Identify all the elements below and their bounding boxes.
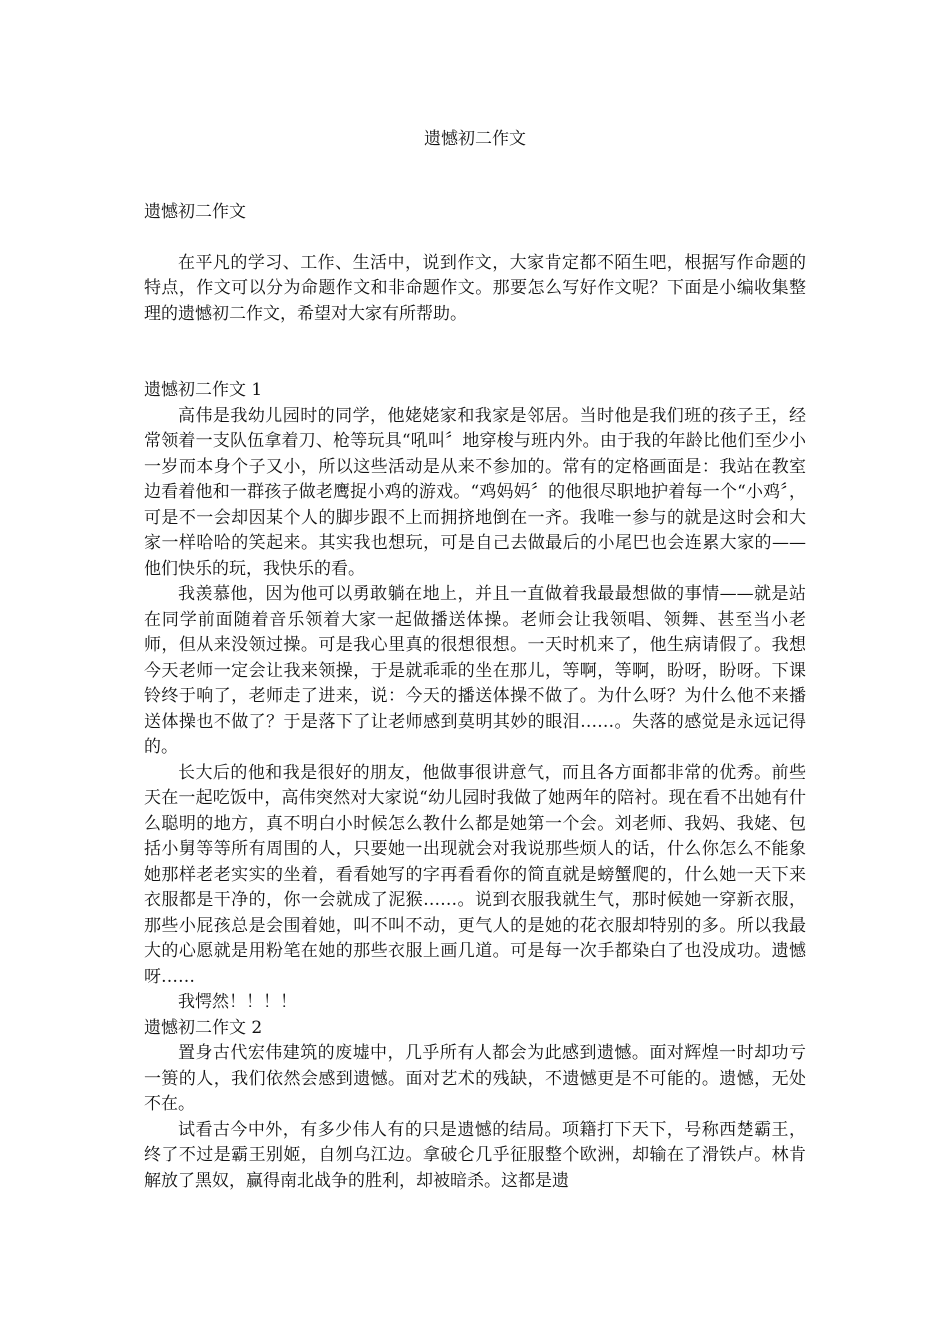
document-title: 遗憾初二作文 [424,129,526,149]
essay-paragraph: 置身古代宏伟建筑的废墟中，几乎所有人都会为此感到遗憾。面对辉煌一时却功亏一篑的人，我们依然会感到遗憾。面对艺术的残缺，不遗憾更是不可能的。遗憾，无处不在。 [144,1043,806,1114]
essay-heading: 遗憾初二作文 2 [144,1017,263,1038]
intro-paragraph: 在平凡的学习、工作、生活中，说到作文，大家肯定都不陌生吧，根据写作命题的特点，作文可以分为命题作文和非命题作文。那要怎么写好作文呢？下面是小编收集整理的遗憾初二作文，希望对大家有所帮助。 [144,252,806,324]
essay-paragraph: 长大后的他和我是很好的朋友，他做事很讲意气，而且各方面都非常的优秀。前些天在一起吃饭中，高伟突然对大家说“幼儿园时我做了她两年的陪衬。现在看不出她有什么聪明的地方，真不明白小时候怎么教什么都是她第一个会。刘老师、我妈、我姥、包括小舅等等所有周围的人，只要她一出现就会对我说那些烦人的话，什么你怎么不能象她那样老老实实的坐着，看看她写的字再看看你的简直就是螃蟹爬的，什么她一天下来衣服都是干净的，你一会就成了泥猴……。说到衣服我就生气，那时候她一穿新衣服，那些小屁孩总是会围着她，叫不叫不动，更气人的是她的花衣服却特别的多。所以我最大的心愿就是用粉笔在她的那些衣服上画几道。可是每一次手都染白了也没成功。遗憾呀…… [144,762,806,987]
essay-paragraph: 我羡慕他，因为他可以勇敢躺在地上，并且一直做着我最最想做的事情——就是站在同学前面随着音乐领着大家一起做播送体操。老师会让我领唱、领舞、甚至当小老师，但从来没领过操。可是我心里真的很想很想。一天时机来了，他生病请假了。我想今天老师一定会让我来领操，于是就乖乖的坐在那儿，等啊，等啊，盼呀，盼呀。下课铃终于响了，老师走了进来，说：今天的播送体操不做了。为什么呀？为什么他不来播送体操也不做了？于是落下了让老师感到莫明其妙的眼泪……。失落的感觉是永远记得的。 [144,584,806,757]
essay-paragraph: 我愕然！！！！ [178,992,297,1012]
essay-heading: 遗憾初二作文 1 [144,380,263,400]
document-subtitle: 遗憾初二作文 [144,202,246,222]
essay-paragraph: 试看古今中外，有多少伟人有的只是遗憾的结局。项籍打下天下，号称西楚霸王，终了不过是霸王别姬，自刎乌江边。拿破仑几乎征服整个欧洲，却输在了滑铁卢。林肯解放了黑奴，赢得南北战争的胜利，却被暗杀。这都是遗 [144,1119,806,1191]
document-body [144,200,806,1194]
essay-paragraph: 高伟是我幼儿园时的同学，他姥姥家和我家是邻居。当时他是我们班的孩子王，经常领着一支队伍拿着刀、枪等玩具“吼叫〞地穿梭与班内外。由于我的年龄比他们至少小一岁而本身个子又小，所以这些活动是从来不参加的。常有的定格画面是：我站在教室边看着他和一群孩子做老鹰捉小鸡的游戏。“鸡妈妈〞的他很尽职地护着每一个“小鸡〞，可是不一会却因某个人的脚步跟不上而拥挤地倒在一齐。我唯一参与的就是这时会和大家一样哈哈的笑起来。其实我也想玩，可是自己去做最后的小尾巴也会连累大家的——他们快乐的玩，我快乐的看。 [144,405,806,579]
